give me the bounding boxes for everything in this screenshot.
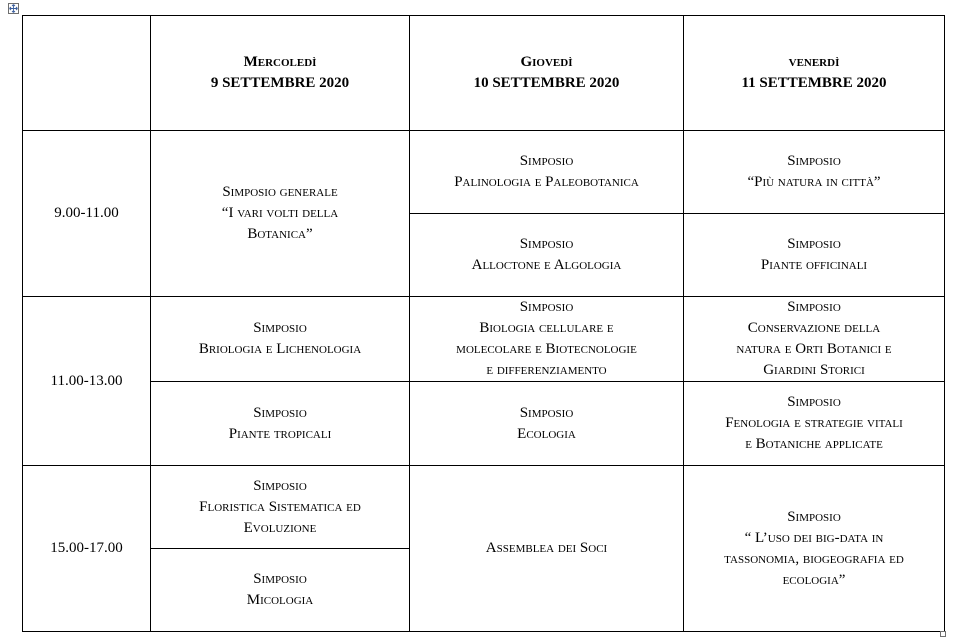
session-cell <box>684 131 945 214</box>
session-cell <box>684 297 945 382</box>
session-cell <box>151 549 410 632</box>
session-cell <box>151 297 410 382</box>
session-cell <box>151 382 410 466</box>
table-row <box>23 382 945 466</box>
session-cell <box>684 382 945 466</box>
session-line: “ L’uso dei big-data in <box>744 529 884 546</box>
session-line: Simposio <box>787 153 841 169</box>
session-cell <box>151 131 410 297</box>
session-cell <box>684 466 945 632</box>
session-line: Evoluzione <box>243 519 317 536</box>
session-line: Briologia e Lichenologia <box>198 341 362 357</box>
day-date: 10 SETTEMBRE 2020 <box>473 75 620 91</box>
session-line: Giardini Storici <box>763 362 865 378</box>
session-line: natura e Orti Botanici e <box>736 341 892 357</box>
day-name: Giovedì <box>520 54 573 70</box>
session-line: molecolare e Biotecnologie <box>456 341 637 357</box>
session-line: Piante officinali <box>760 257 868 273</box>
session-line: Simposio <box>787 236 841 252</box>
day-header-friday <box>684 16 945 131</box>
day-date: 9 SETTEMBRE 2020 <box>210 75 350 91</box>
session-cell <box>410 382 684 466</box>
session-line: Simposio generale <box>222 184 338 200</box>
time-slot-3: 15.00-17.00 <box>23 466 151 632</box>
day-header-wednesday <box>151 16 410 131</box>
session-cell <box>410 214 684 297</box>
table-move-handle-icon[interactable] <box>8 3 19 14</box>
session-line: Palinologia e Paleobotanica <box>454 174 639 190</box>
session-line: Simposio <box>787 394 841 410</box>
session-line: Simposio <box>519 299 574 315</box>
session-line: Simposio <box>253 571 307 587</box>
session-line: Botanica” <box>247 226 313 242</box>
header-row <box>23 16 945 131</box>
table-row <box>23 131 945 214</box>
time-slot-1: 9.00-11.00 <box>23 131 151 297</box>
day-header-thursday <box>410 16 684 131</box>
session-line: Simposio <box>253 320 307 336</box>
session-line: Piante tropicali <box>228 425 332 442</box>
session-line: Simposio <box>519 153 574 169</box>
session-line: Biologia cellulare e <box>479 320 614 336</box>
session-line: e differenziamento <box>486 362 607 378</box>
session-line: “I vari volti della <box>221 205 339 221</box>
day-date: 11 SETTEMBRE 2020 <box>741 75 887 91</box>
session-line: Fenologia e strategie vitali <box>725 415 903 431</box>
session-line: ecologia” <box>782 571 846 588</box>
session-cell <box>151 466 410 549</box>
session-line: Assemblea dei Soci <box>485 540 608 556</box>
session-cell <box>684 214 945 297</box>
table-row <box>23 297 945 382</box>
session-line: Simposio <box>519 404 574 421</box>
session-line: Micologia <box>246 592 314 608</box>
session-line: Simposio <box>787 508 841 525</box>
session-line: Floristica Sistematica ed <box>199 498 361 515</box>
schedule-table <box>22 15 945 632</box>
session-line: tassonomia, biogeografia ed <box>724 550 904 567</box>
session-line: Ecologia <box>517 425 576 442</box>
session-line: Simposio <box>519 236 574 252</box>
session-line: Simposio <box>787 299 841 315</box>
table-resize-handle[interactable] <box>940 631 946 637</box>
session-line: Conservazione della <box>747 320 881 336</box>
corner-cell <box>23 16 151 131</box>
session-cell <box>410 466 684 632</box>
session-line: Alloctone e Algologia <box>471 257 622 273</box>
session-cell <box>410 297 684 382</box>
day-name: Mercoledì <box>243 54 317 70</box>
table-row <box>23 466 945 549</box>
session-line: e Botaniche applicate <box>745 436 883 452</box>
session-line: “Più natura in città” <box>747 174 881 190</box>
day-name: venerdì <box>788 54 840 70</box>
session-line: Simposio <box>253 477 307 494</box>
time-slot-2: 11.00-13.00 <box>23 297 151 466</box>
session-line: Simposio <box>253 404 307 421</box>
session-cell <box>410 131 684 214</box>
